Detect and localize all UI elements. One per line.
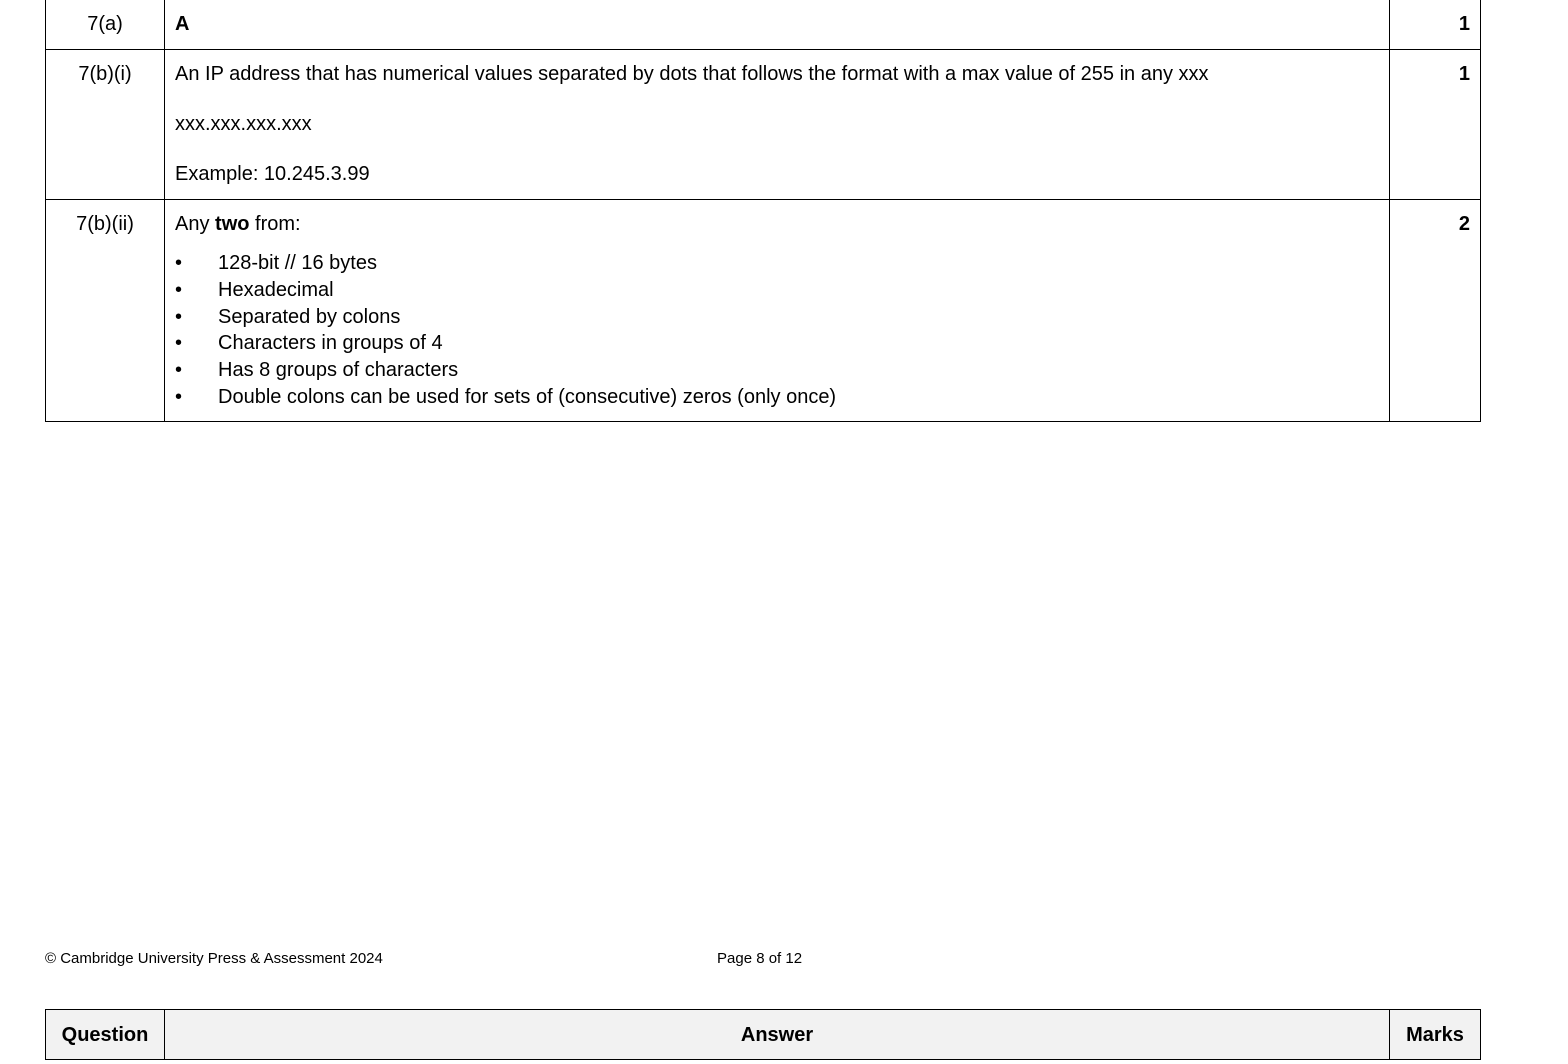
bullet-icon: • — [175, 278, 183, 301]
list-item-text: Separated by colons — [218, 305, 401, 328]
list-item — [175, 277, 1379, 304]
header-row — [46, 1010, 1481, 1060]
intro-text: from: — [249, 213, 301, 235]
answer-text: An IP address that has numerical values separated by dots that follows the format with a max value of 255 in any xxx — [175, 63, 1209, 85]
column-header-question: Question — [46, 1010, 165, 1060]
marks-value: 1 — [1390, 50, 1481, 200]
answer-text: Example: 10.245.3.99 — [175, 163, 370, 185]
answer-intro — [175, 212, 1379, 236]
intro-bold-text: two — [215, 213, 250, 235]
table-row — [46, 200, 1481, 422]
question-number: 7(b)(i) — [46, 50, 165, 200]
list-item-text: Characters in groups of 4 — [218, 332, 443, 355]
bullet-list — [175, 250, 1379, 411]
list-item — [175, 357, 1379, 384]
answer-text: A — [175, 13, 190, 35]
answer-text: xxx.xxx.xxx.xxx — [175, 113, 312, 135]
mark-scheme-table — [45, 0, 1481, 422]
marks-value: 1 — [1390, 0, 1481, 50]
marks-value: 2 — [1390, 200, 1481, 422]
page-number: Page 8 of 12 — [717, 950, 803, 967]
column-header-marks: Marks — [1390, 1010, 1481, 1060]
list-item — [175, 250, 1379, 277]
list-item-text: Has 8 groups of characters — [218, 359, 459, 382]
next-page-table-header — [45, 1009, 1481, 1060]
table-row — [46, 0, 1481, 50]
intro-text: Any — [175, 213, 216, 235]
bullet-icon: • — [175, 359, 183, 382]
table-row — [46, 50, 1481, 200]
answer-cell — [165, 50, 1390, 200]
answer-cell — [165, 0, 1390, 50]
column-header-answer: Answer — [165, 1010, 1390, 1060]
question-number: 7(b)(ii) — [46, 200, 165, 422]
list-item-text: 128-bit // 16 bytes — [218, 252, 377, 274]
list-item — [175, 330, 1379, 357]
bullet-icon: • — [175, 252, 183, 274]
question-number: 7(a) — [46, 0, 165, 50]
list-item — [175, 304, 1379, 331]
list-item-text: Double colons can be used for sets of (consecutive) zeros (only once) — [218, 385, 837, 408]
answer-cell — [165, 200, 1390, 422]
list-item — [175, 384, 1379, 411]
list-item-text: Hexadecimal — [218, 278, 334, 301]
bullet-icon: • — [175, 385, 183, 408]
bullet-icon: • — [175, 305, 183, 328]
bullet-icon: • — [175, 332, 183, 355]
copyright-notice: © Cambridge University Press & Assessment 2024 — [45, 950, 383, 967]
